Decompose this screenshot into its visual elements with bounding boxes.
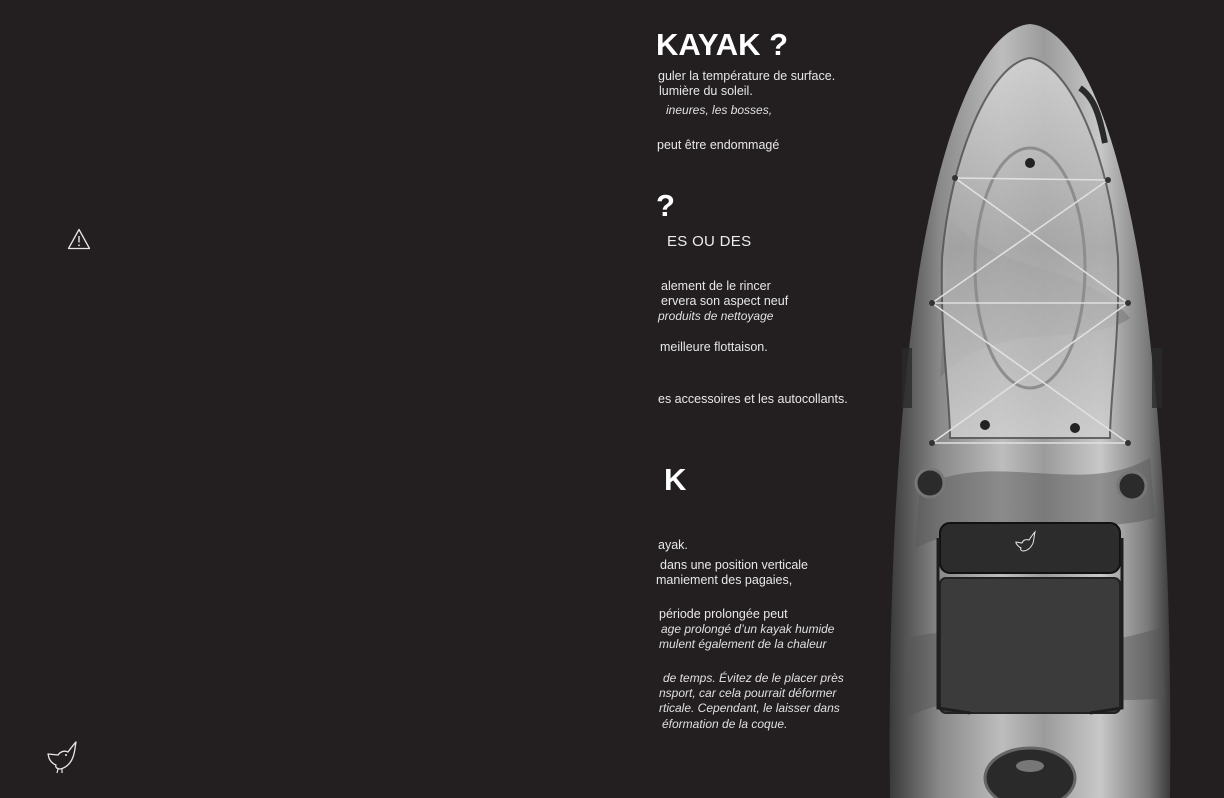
text-line-italic: nsport, car cela pourrait déformer (659, 686, 837, 700)
text-line-italic: ineures, les bosses, (666, 103, 773, 117)
text-line-italic: de temps. Évitez de le placer près (663, 671, 844, 685)
text-line-italic: age prolongé d’un kayak humide (661, 622, 835, 636)
text-line: meilleure flottaison. (660, 340, 768, 354)
text-line-italic: produits de nettoyage (658, 309, 774, 323)
section-subheading: ES OU DES (667, 233, 752, 250)
kayak-top-view-image (880, 18, 1180, 798)
text-line: maniement des pagaies, (656, 573, 793, 587)
text-line: guler la température de surface. (658, 69, 836, 83)
text-line: ayak. (658, 538, 688, 552)
text-line: ervera son aspect neuf (661, 294, 789, 308)
text-line: lumière du soleil. (659, 84, 753, 98)
text-line: peut être endommagé (657, 138, 780, 152)
warning-triangle-icon (67, 228, 91, 250)
page-title: KAYAK ? (656, 27, 789, 62)
text-line-italic: rticale. Cependant, le laisser dans (659, 701, 840, 715)
text-line: période prolongée peut (659, 607, 788, 621)
text-line: es accessoires et les autocollants. (658, 392, 848, 406)
pelican-bird-logo-icon (44, 738, 80, 774)
text-line-italic: mulent également de la chaleur (659, 637, 827, 651)
section-heading-2: ? (656, 188, 675, 223)
section-heading-3: K (664, 462, 687, 497)
text-line: dans une position verticale (660, 558, 809, 572)
text-line-italic: éformation de la coque. (662, 717, 788, 731)
text-line: alement de le rincer (661, 279, 771, 293)
